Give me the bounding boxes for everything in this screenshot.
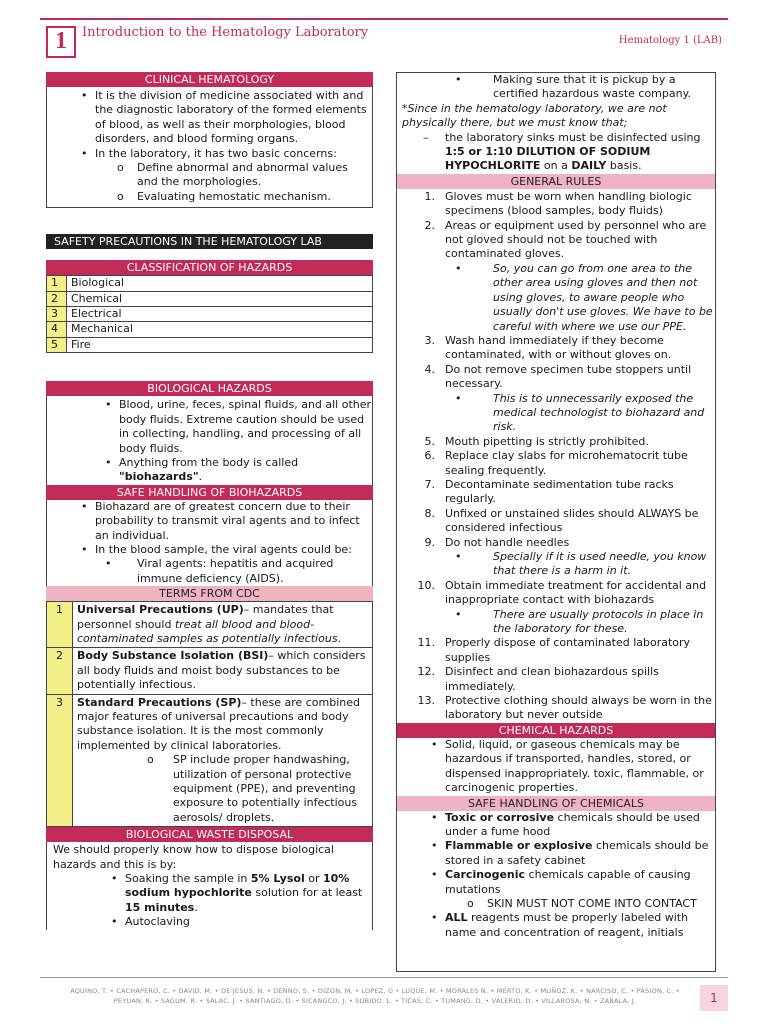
right-column <box>396 72 716 972</box>
list-item: o SKIN MUST NOT COME INTO CONTACT <box>397 897 715 911</box>
classification-heading: CLASSIFICATION OF HAZARDS <box>46 260 373 275</box>
row-number: 4 <box>47 322 67 337</box>
clinical-heading: CLINICAL HEMATOLOGY <box>46 72 373 87</box>
safe-biohazards-heading: SAFE HANDLING OF BIOHAZARDS <box>46 485 373 500</box>
term-text: Body Substance Isolation (BSI)– which considers all body fluids and moist body substances to be potentially infectious. <box>73 648 373 694</box>
list-item: • Toxic or corrosive chemicals should be used under a fume hood <box>397 811 715 840</box>
list-item: • Carcinogenic chemicals capable of causing mutations <box>397 868 715 897</box>
table-row <box>47 291 373 306</box>
header-rule <box>40 18 728 20</box>
biological-heading: BIOLOGICAL HAZARDS <box>46 381 373 396</box>
course-subtitle: Hematology 1 (LAB) <box>618 35 722 46</box>
list-item: • It is the division of medicine associated with and the diagnostic laboratory of the formed elements of blood, as well as their morphologies, blood disorders, and blood forming organs. <box>47 89 372 147</box>
clinical-section <box>46 72 373 208</box>
row-number: 2 <box>47 291 67 306</box>
list-item: • In the blood sample, the viral agents could be: <box>47 543 372 557</box>
waste-intro: We should properly know how to dispose biological hazards and this is by: <box>53 843 334 871</box>
list-item: • Specially if it is used needle, you know that there is a harm in it. <box>397 550 715 579</box>
list-item: 12. Disinfect and clean biohazardous spills immediately. <box>417 665 659 693</box>
table-row <box>47 694 373 827</box>
list-item: 8. Unfixed or unstained slides should ALWAYS be considered infectious <box>424 506 699 535</box>
term-text: Universal Precautions (UP)– mandates that personnel should treat all blood and blood-contaminated samples as potentially infectious. <box>73 602 373 648</box>
list-item: • Autoclaving <box>53 915 372 929</box>
safe-chemicals-heading: SAFE HANDLING OF CHEMICALS <box>397 796 715 811</box>
general-rules-heading: GENERAL RULES <box>397 174 715 189</box>
row-number: 3 <box>47 694 73 827</box>
list-item: • ALL reagents must be properly labeled with name and concentration of reagent, initials <box>397 911 715 940</box>
row-number: 3 <box>47 307 67 322</box>
table-row <box>47 648 373 694</box>
list-item: 13. Protective clothing should always be worn in the laboratory but never outside <box>417 694 712 722</box>
list-item: 3. Wash hand immediately if they become contaminated, with or without gloves on. <box>424 333 672 362</box>
table-row <box>47 276 373 291</box>
list-item: • Blood, urine, feces, spinal fluids, and all other body fluids. Extreme caution should be used in collecting, handling, and processing of all body fluids. <box>47 398 372 456</box>
cdc-terms-table <box>46 601 373 827</box>
list-item: • This is to unnecessarily exposed the medical technologist to biohazard and risk. <box>397 392 715 435</box>
row-label: Chemical <box>67 291 373 306</box>
waste-heading: BIOLOGICAL WASTE DISPOSAL <box>46 827 373 842</box>
row-number: 1 <box>47 602 73 648</box>
list-item: 11. Properly dispose of contaminated laboratory supplies <box>417 636 691 664</box>
footer-rule <box>40 977 728 978</box>
row-number: 2 <box>47 648 73 694</box>
term-text: Standard Precautions (SP)– these are combined major features of universal precautions and body substance isolation. It is the most commonly implemented by clinical laboratories. o SP include proper handwashing, utilization of personal protective equipment (PPE), and preventing exposure to potentially infectious aerosols/ droplets. <box>73 694 373 827</box>
list-item: • Flammable or explosive chemicals should be stored in a safety cabinet <box>397 839 715 868</box>
list-item: 7. Decontaminate sedimentation tube racks regularly. <box>424 477 674 506</box>
row-number: 5 <box>47 337 67 352</box>
list-item: • There are usually protocols in place in the laboratory for these. <box>397 608 715 637</box>
left-column <box>46 72 373 930</box>
row-label: Mechanical <box>67 322 373 337</box>
list-item: 5. Mouth pipetting is strictly prohibited. <box>424 434 649 448</box>
list-item: o Evaluating hemostatic mechanism. <box>47 190 372 204</box>
chemical-heading: CHEMICAL HAZARDS <box>397 723 715 738</box>
list-item: • In the laboratory, it has two basic concerns: <box>47 147 372 161</box>
row-number: 1 <box>47 276 67 291</box>
list-item: • Anything from the body is called "biohazards". <box>47 456 372 485</box>
list-item: – the laboratory sinks must be disinfected using 1:5 or 1:10 DILUTION OF SODIUM HYPOCHLORITE on a DAILY basis. <box>397 131 715 174</box>
list-item: • Making sure that it is pickup by a certified hazardous waste company. <box>397 73 715 102</box>
list-item: o Define abnormal and abnormal values and the morphologies. <box>47 161 372 190</box>
list-item: • Biohazard are of greatest concern due to their probability to transmit viral agents and to infect an individual. <box>47 500 372 543</box>
table-row <box>47 307 373 322</box>
row-label: Fire <box>67 337 373 352</box>
chapter-number: 1 <box>46 26 76 58</box>
list-item: o SP include proper handwashing, utilization of personal protective equipment (PPE), and preventing exposure to potentially infectious aerosols/ droplets. <box>77 753 368 825</box>
list-item: 4. Do not remove specimen tube stoppers until necessary. <box>424 362 692 391</box>
table-row <box>47 602 373 648</box>
list-item: • So, you can go from one area to the other area using gloves and then not using gloves, to aware people who usually don't use gloves. We have to be careful with where we use our PPE. <box>397 262 715 334</box>
list-item: 6. Replace clay slabs for microhematocrit tube sealing frequently. <box>424 449 688 477</box>
list-item: • Viral agents: hepatitis and acquired immune deficiency (AIDS). <box>47 557 372 586</box>
row-label: Electrical <box>67 307 373 322</box>
classification-section <box>46 260 373 353</box>
list-item: 2. Areas or equipment used by personnel who are not gloved should not be touched with contaminated gloves. <box>424 218 707 261</box>
list-item: • Soaking the sample in 5% Lysol or 10% sodium hypochlorite solution for at least 15 minutes. <box>53 872 372 915</box>
cdc-heading: TERMS FROM CDC <box>46 586 373 601</box>
list-item: 9. Do not handle needles <box>424 535 570 549</box>
list-item: 1. Gloves must be worn when handling biologic specimens (blood samples, body fluids) <box>424 189 692 218</box>
table-row <box>47 322 373 337</box>
page-number: 1 <box>700 985 728 1011</box>
safety-heading: SAFETY PRECAUTIONS IN THE HEMATOLOGY LAB <box>46 234 373 249</box>
footer-authors: AQUINO, T. • CACHAPERO, C. • DAVID, M. • DE JESUS, N. • DENNO, S. • DIZON, M. • LOPEZ, G • LUQUE, M. • MORALES N. • MERTO, K. • MUÑOZ, K. • NARCISO, C. • PASION, C. • PEYUAN, R. • SAGUM, R. • SALAC, J. • SANTIAGO, D. • SICANGCO, J. • SUBIDO, L. • TICAS, C. • TUMANG, D. • VALERIO, D. • VILLAROSA, N. • ZABALA, J. <box>70 987 680 1005</box>
biological-section <box>46 381 373 929</box>
page-title: Introduction to the Hematology Laboratory <box>82 25 369 40</box>
list-item: • Solid, liquid, or gaseous chemicals may be hazardous if transported, handles, stored, or dispensed inappropriately. toxic, flammable, or carcinogenic properties. <box>397 738 715 796</box>
row-label: Biological <box>67 276 373 291</box>
hazard-table <box>46 275 373 353</box>
table-row <box>47 337 373 352</box>
note: *Since in the hematology laboratory, we are not physically there, but we must know that; <box>402 101 667 130</box>
list-item: 10. Obtain immediate treatment for accidental and inappropriate contact with biohazards <box>417 578 707 607</box>
